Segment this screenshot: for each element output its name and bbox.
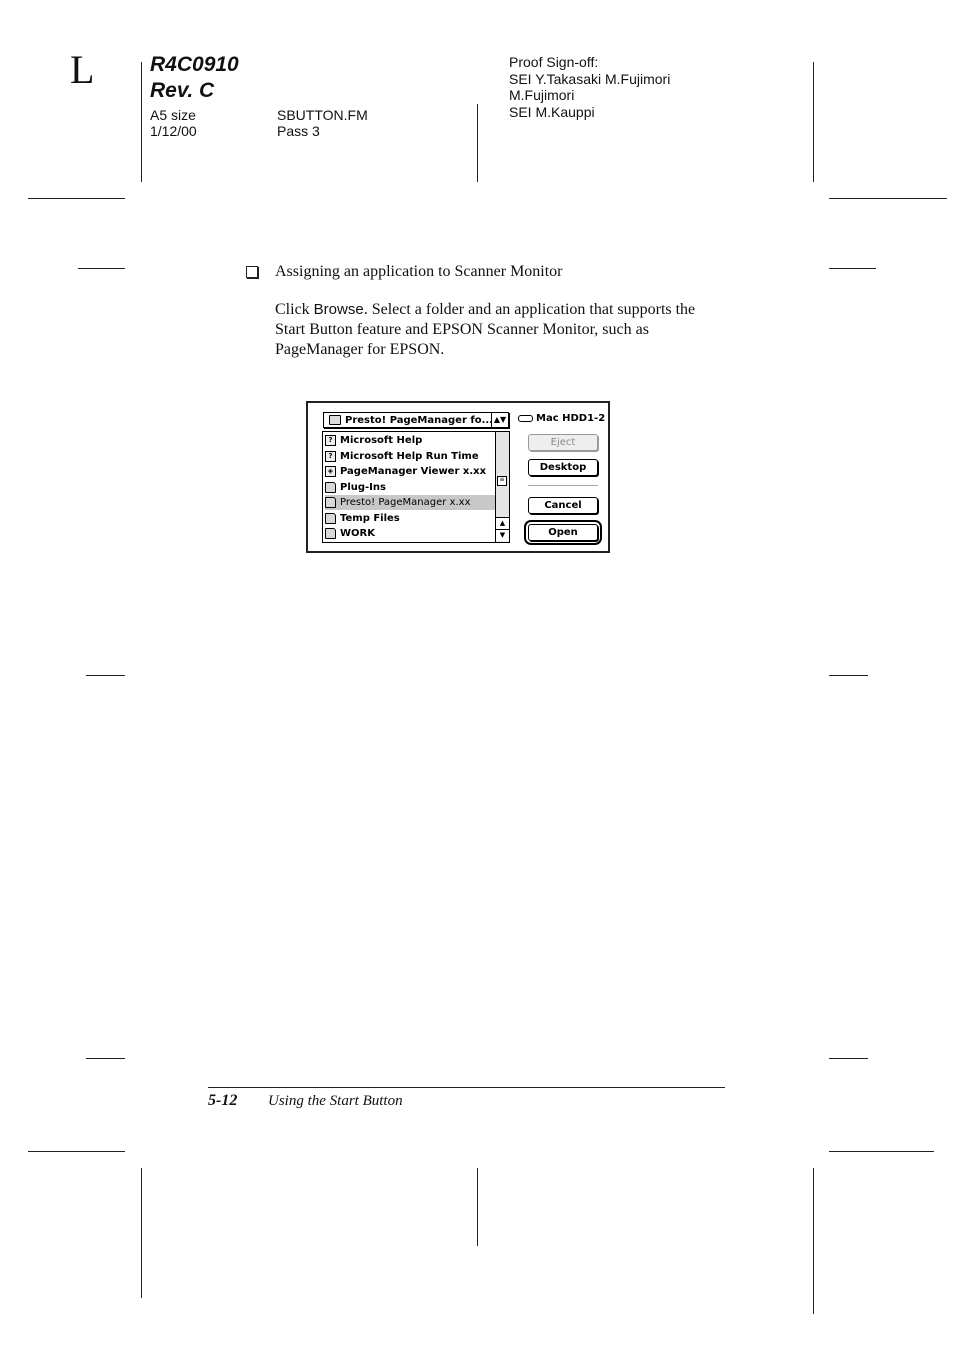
chapter-title: Using the Start Button: [268, 1093, 403, 1109]
folder-icon: [325, 513, 336, 524]
scroll-up-arrow-icon[interactable]: ▲: [496, 517, 509, 529]
open-file-dialog: [306, 401, 610, 553]
vertical-scrollbar[interactable]: [495, 432, 509, 542]
browse-ui-word: Browse: [313, 301, 364, 318]
model-code: R4C0910: [150, 53, 239, 76]
file-name-label: WORK: [340, 528, 375, 539]
para-rest: . Select a folder and an application that supports the Start Button feature and EPSON Scanner Monitor, such as PageManager for EPSON.: [275, 301, 696, 358]
folder-icon: [325, 482, 336, 493]
scroll-down-arrow-icon[interactable]: ▼: [496, 529, 509, 541]
checkbox-bullet-icon: [246, 266, 258, 278]
bullet-item-text: Assigning an application to Scanner Monitor: [275, 263, 563, 280]
folder-icon: [325, 528, 336, 539]
page-size: A5 size: [150, 107, 196, 123]
eject-button[interactable]: Eject: [528, 434, 598, 451]
crop-mark: [477, 104, 478, 182]
folder-icon: [329, 415, 341, 425]
proof-label: Proof Sign-off:: [509, 54, 599, 70]
list-item-selected[interactable]: [325, 495, 495, 510]
popup-arrows-icon: ▲▼: [491, 413, 508, 427]
list-item[interactable]: [325, 464, 495, 479]
page-number: 5-12: [208, 1092, 238, 1109]
folder-popup-label: Presto! PageManager fo...: [345, 414, 493, 426]
signoff-line: SEI Y.Takasaki M.Fujimori: [509, 71, 671, 87]
scroll-thumb[interactable]: ≡: [497, 476, 507, 486]
file-name-label: Temp Files: [340, 513, 400, 524]
disk-name: Mac HDD1-2: [536, 413, 606, 424]
disk-indicator: [518, 413, 605, 424]
list-item[interactable]: [325, 526, 495, 541]
list-item[interactable]: [325, 433, 495, 448]
crop-mark: [28, 198, 125, 199]
application-icon: ◈: [325, 466, 336, 477]
crop-mark: [477, 1168, 478, 1246]
footer-rule: [208, 1087, 725, 1088]
signoff-line: M.Fujimori: [509, 87, 575, 103]
crop-mark: [86, 675, 125, 676]
file-name-label: Presto! PageManager x.xx: [340, 497, 471, 508]
crop-mark: [829, 675, 868, 676]
crop-mark: [28, 1151, 125, 1152]
help-app-icon: ?: [325, 435, 336, 446]
list-item[interactable]: [325, 511, 495, 526]
file-name-label: Microsoft Help Run Time: [340, 451, 479, 462]
crop-mark: [813, 1168, 814, 1314]
crop-mark: [829, 268, 876, 269]
hard-drive-icon: [518, 415, 533, 422]
folder-icon: [325, 497, 336, 508]
margin-letter: L: [70, 47, 95, 92]
open-button[interactable]: Open: [528, 524, 598, 541]
file-name: SBUTTON.FM: [277, 107, 368, 123]
revision: Rev. C: [150, 79, 215, 102]
crop-mark: [141, 62, 142, 182]
crop-mark: [86, 1058, 125, 1059]
list-item[interactable]: [325, 480, 495, 495]
crop-mark: [829, 1151, 934, 1152]
para-prefix: Click: [275, 301, 314, 318]
file-name-label: PageManager Viewer x.xx: [340, 466, 487, 477]
cancel-button[interactable]: Cancel: [528, 497, 598, 514]
signoff-line: SEI M.Kauppi: [509, 104, 595, 120]
crop-mark: [141, 1168, 142, 1298]
file-name-label: Microsoft Help: [340, 435, 423, 446]
desktop-button[interactable]: Desktop: [528, 459, 598, 476]
crop-mark: [813, 62, 814, 182]
file-list[interactable]: [322, 431, 510, 543]
instruction-paragraph: [275, 300, 725, 360]
doc-date: 1/12/00: [150, 123, 197, 139]
file-name-label: Plug-Ins: [340, 482, 386, 493]
list-item[interactable]: [325, 449, 495, 464]
pass-number: Pass 3: [277, 123, 320, 139]
model-number: [150, 52, 239, 104]
folder-popup-menu[interactable]: [323, 412, 509, 428]
crop-mark: [829, 198, 947, 199]
help-app-icon: ?: [325, 451, 336, 462]
crop-mark: [829, 1058, 868, 1059]
crop-mark: [78, 268, 125, 269]
button-divider: [528, 485, 598, 486]
